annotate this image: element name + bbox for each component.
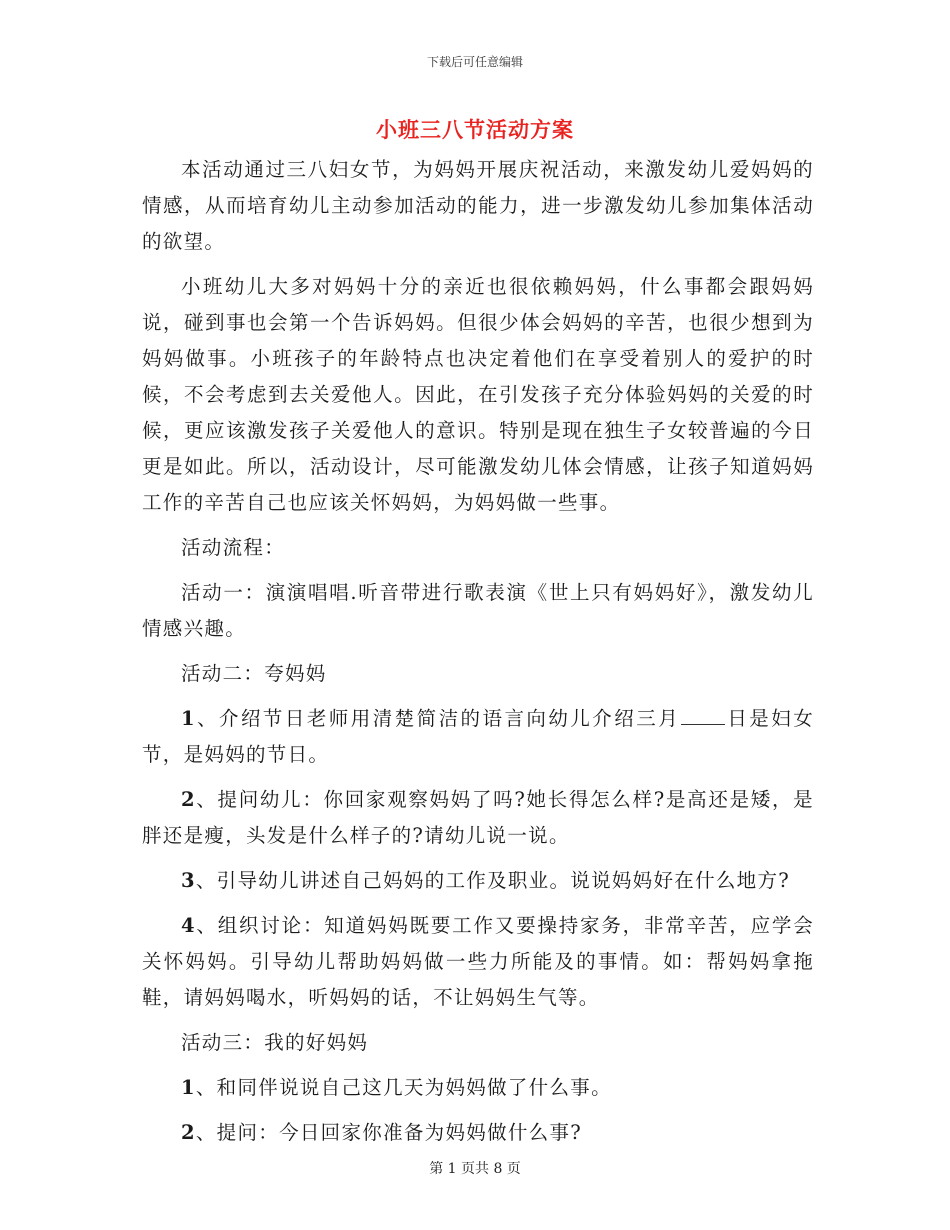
- list-number: 1: [181, 707, 196, 730]
- list-item-text: 、介绍节日老师用清楚简洁的语言向幼儿介绍三月: [195, 707, 681, 730]
- list-item: [142, 863, 814, 899]
- paragraph-activity-two-heading: 活动二：夸妈妈: [181, 662, 327, 685]
- paragraph-activity-three-heading: 活动三：我的好妈妈: [181, 1031, 369, 1054]
- list-number: 3: [181, 869, 196, 892]
- list-item-text: 、和同伴说说自己这几天为妈妈做了什么事。: [195, 1076, 612, 1099]
- list-item-text: 、引导幼儿讲述自己妈妈的工作及职业。说说妈妈好在什么地方?: [195, 869, 791, 892]
- list-item-text: 、提问：今日回家你准备为妈妈做什么事?: [195, 1121, 583, 1144]
- list-item: [142, 701, 814, 773]
- list-item-text: 日是妇女节，是妈妈的节日。: [142, 707, 814, 766]
- list-item: [142, 1070, 814, 1106]
- list-item-text: 、组织讨论：知道妈妈既要工作又要操持家务，非常辛苦，应学会关怀妈妈。引导幼儿帮助妈妈做一些力所能及的事情。如：帮妈妈拿拖鞋，请妈妈喝水，听妈妈的话，不让妈妈生气等。: [142, 914, 814, 1009]
- list-number: 1: [181, 1076, 196, 1099]
- document-title: 小班三八节活动方案: [376, 117, 574, 142]
- paragraph-background: 小班幼儿大多对妈妈十分的亲近也很依赖妈妈，什么事都会跟妈妈说，碰到事也会第一个告诉妈妈。但很少体会妈妈的辛苦，也很少想到为妈妈做事。小班孩子的年龄特点也决定着他们在享受着别人的爱护的时候，不会考虑到去关爱他人。因此，在引发孩子充分体验妈妈的关爱的时候，更应该激发孩子关爱他人的意识。特别是现在独生子女较普遍的今日更是如此。所以，活动设计，尽可能激发幼儿体会情感，让孩子知道妈妈工作的辛苦自己也应该关怀妈妈，为妈妈做一些事。: [142, 275, 814, 514]
- list-number: 2: [181, 1121, 196, 1144]
- list-number: 4: [181, 914, 196, 937]
- list-item: [142, 782, 814, 854]
- paragraph-intro: 本活动通过三八妇女节，为妈妈开展庆祝活动，来激发幼儿爱妈妈的情感，从而培育幼儿主动参加活动的能力，进一步激发幼儿参加集体活动的欲望。: [142, 158, 814, 253]
- page-footer: 第 1 页共 8 页: [429, 1161, 521, 1177]
- list-item: [142, 1115, 814, 1151]
- list-number: 2: [181, 788, 196, 811]
- header-note: 下载后可任意编辑: [426, 55, 523, 69]
- list-item-text: 、提问幼儿：你回家观察妈妈了吗?她长得怎么样?是高还是矮，是胖还是瘦，头发是什么样子的?请幼儿说一说。: [142, 788, 814, 847]
- paragraph-flow-heading: 活动流程：: [181, 536, 286, 559]
- document-body: [142, 152, 814, 1160]
- paragraph-activity-one: 活动一：演演唱唱.听音带进行歌表演《世上只有妈妈好》，激发幼儿情感兴趣。: [142, 581, 814, 640]
- fill-in-blank: [681, 706, 725, 725]
- list-item: [142, 908, 814, 1016]
